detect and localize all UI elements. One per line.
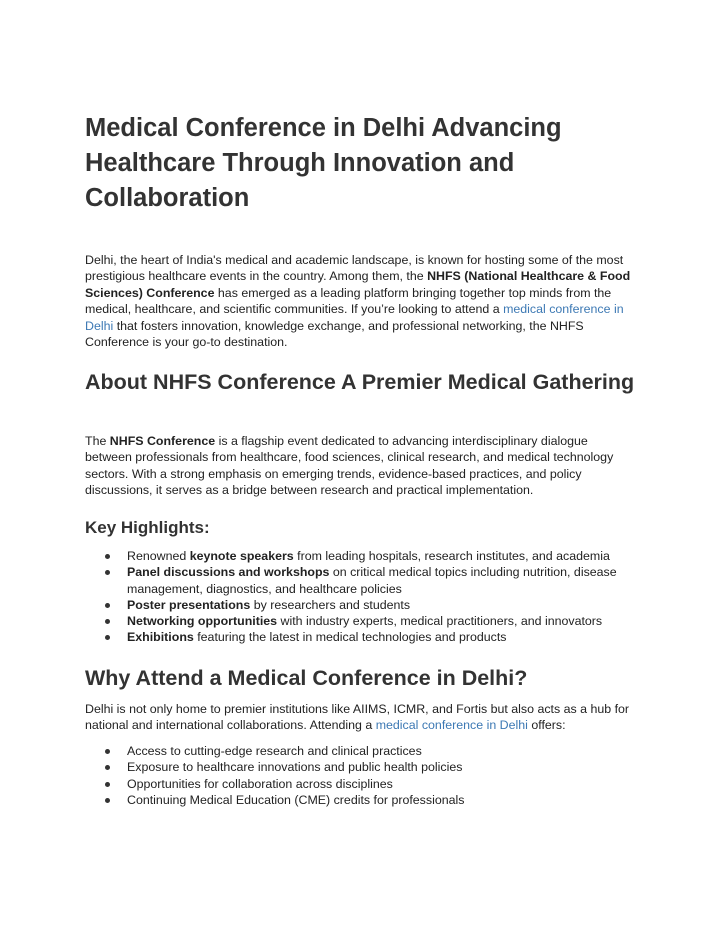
medical-conference-link-why[interactable]: medical conference in Delhi — [375, 718, 528, 733]
item-text: from leading hospitals, research institutes, and academia — [293, 549, 610, 563]
list-item — [85, 564, 635, 597]
highlights-list — [85, 548, 635, 646]
item-bold: Poster presentations — [127, 597, 251, 612]
benefits-list — [85, 743, 635, 808]
bullet-icon — [105, 798, 110, 803]
bullet-icon — [105, 782, 110, 787]
why-text-2: offers: — [527, 718, 566, 733]
item-text: by researchers and students — [250, 597, 411, 612]
bullet-icon — [105, 749, 110, 754]
item-text: Exposure to healthcare innovations and public health policies — [127, 760, 463, 775]
bullet-icon — [105, 765, 110, 770]
list-item — [85, 776, 635, 792]
item-text: Renowned — [127, 549, 190, 563]
item-bold: Exhibitions — [127, 630, 194, 645]
item-text: featuring the latest in medical technologies and products — [193, 630, 507, 645]
list-item — [85, 613, 635, 629]
item-text: Opportunities for collaboration across disciplines — [127, 776, 393, 791]
item-bold: keynote speakers — [189, 549, 294, 563]
intro-bold-nhfs: NHFS (National Healthcare & Food Sciences) Conference — [85, 269, 631, 300]
about-text-2: is a flagship event dedicated to advancing interdisciplinary dialogue between professionals from healthcare, food sciences, clinical research, and medical technology sectors. With a strong emphasis on emerging trends, evidence-based practices, and policy discussions, it serves as a bridge between research and practical implementation. — [85, 434, 614, 498]
intro-text-1: Delhi, the heart of India's medical and academic landscape, is known for hosting some of the most prestigious healthcare events in the country. Among them, the — [85, 253, 624, 284]
list-item — [85, 759, 635, 775]
bullet-icon — [105, 554, 110, 559]
about-paragraph — [85, 433, 635, 499]
bullet-icon — [105, 603, 110, 608]
list-item — [85, 597, 635, 613]
item-bold: Panel discussions and workshops — [127, 565, 330, 580]
bullet-icon — [105, 570, 110, 575]
why-attend-heading: Why Attend a Medical Conference in Delhi? — [85, 666, 528, 690]
about-text-1: The — [85, 434, 110, 448]
about-bold-nhfs: NHFS Conference — [109, 434, 216, 448]
item-text: Access to cutting-edge research and clinical practices — [127, 744, 422, 758]
highlights-heading: Key Highlights: — [85, 518, 210, 537]
item-bold: Networking opportunities — [127, 614, 278, 629]
list-item — [85, 548, 635, 564]
about-heading: About NHFS Conference A Premier Medical Gathering — [85, 370, 635, 394]
why-paragraph — [85, 701, 645, 734]
list-item — [85, 743, 635, 759]
item-text: with industry experts, medical practitioners, and innovators — [277, 614, 603, 629]
bullet-icon — [105, 619, 110, 624]
medical-conference-link-intro[interactable]: medical conference in Delhi — [85, 302, 624, 333]
list-item — [85, 629, 635, 645]
intro-text-3: that fosters innovation, knowledge exchange, and professional networking, the NHFS Conference is your go-to destination. — [85, 318, 584, 350]
bullet-icon — [105, 635, 110, 640]
intro-paragraph — [85, 252, 635, 350]
list-item — [85, 792, 635, 808]
item-text: on critical medical topics including nutrition, disease management, diagnostics, and healthcare policies — [127, 565, 617, 596]
why-text-1: Delhi is not only home to premier institutions like AIIMS, ICMR, and Fortis but also acts as a hub for national and international collaborations. Attending a — [85, 702, 630, 733]
item-text: Continuing Medical Education (CME) credits for professionals — [127, 792, 465, 807]
intro-text-2: has emerged as a leading platform bringing together top minds from the medical, healthcare, and scientific communities. If you’re looking to attend a — [85, 285, 612, 317]
page-title: Medical Conference in Delhi Advancing Healthcare Through Innovation and Collaboration — [85, 114, 562, 212]
